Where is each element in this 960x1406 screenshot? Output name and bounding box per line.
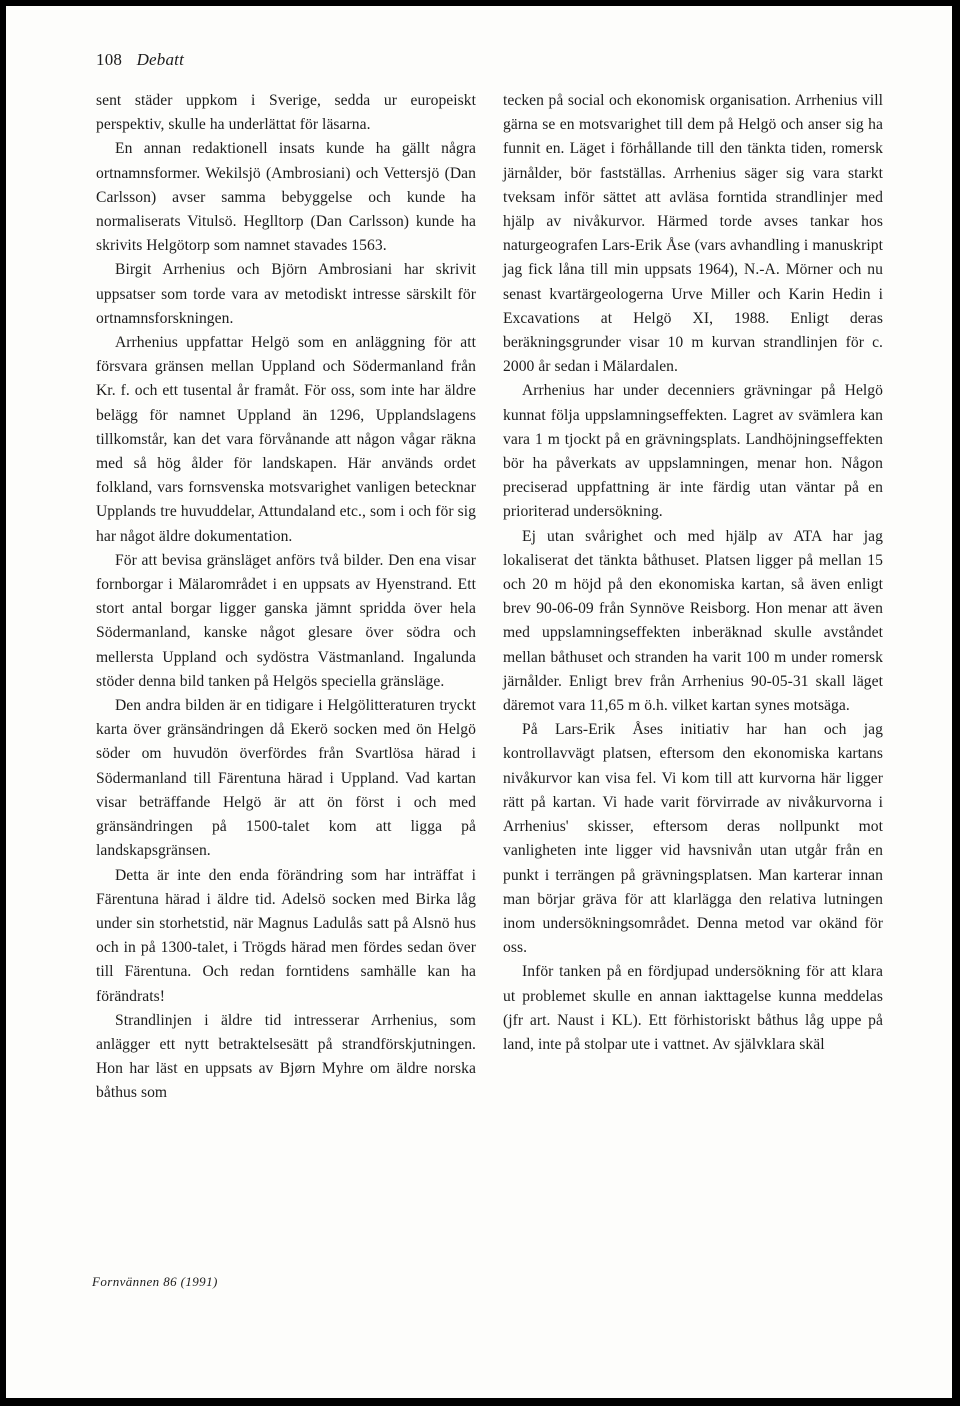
paragraph: sent städer uppkom i Sverige, sedda ur europeiskt perspektiv, skulle ha underlättat för läsarna. — [96, 92, 476, 134]
paragraph: Birgit Arrhenius och Björn Ambrosiani har skrivit uppsatser som torde vara av metodiskt intresse särskilt för ortnamnsforskningen. — [96, 261, 476, 327]
paragraph: Inför tanken på en fördjupad undersökning för att klara ut problemet skulle en annan iakttagelse kunna meddelas (jfr art. Naust i KL). Ett förhistoriskt båthus låg uppe på land, inte på stolpar ute i vattnet. Av självklara skäl — [503, 963, 883, 1053]
page-number: 108 — [96, 50, 123, 69]
right-column — [503, 89, 883, 1057]
journal-page — [6, 6, 952, 1398]
paragraph: Arrhenius har under decenniers grävningar på Helgö kunnat följa uppslamningseffekten. Lagret av svämlera kan vara 1 m tjockt på en grävningsplats. Landhöjningseffekten bör ha påverkats av uppslamningen, menar hon. Någon preciserad uppfattning är inte färdig utan väntar på en prioriterad undersökning. — [503, 382, 883, 521]
paragraph: På Lars-Erik Åses initiativ har han och jag kontrollavvägt platsen, eftersom den ekonomiska kartans nivåkurvor kan visa fel. Vi kom till att kurvorna här ligger rätt på kartan. Vi hade varit förvirrade av nivåkurvorna i Arrhenius' skisser, eftersom deras nollpunkt mot vanligheten inte ligger vid havsnivån utan utgår från en punkt i terrängen på grävningsplatsen. Man karterar innan man börjar gräva för att klarlägga den relativa lutningen inom undersökningsområdet. Denna metod var okänd för oss. — [503, 721, 883, 957]
paragraph: tecken på social och ekonomisk organisation. Arrhenius vill gärna se en motsvarighet till dem på Helgö och anser sig ha funnit en. Läget i förhållande till den tänkta tiden, romersk järnålder, bör fastställas. Arrhenius säger sig vara starkt tveksam inför sättet att avläsa forntida strandlinjer med hjälp av nivåkurvor. Härmed torde avses tankar hos naturgeografen Lars-Erik Åse (vars avhandling i manuskript jag fick låna till min uppsats 1964), N.-A. Mörner och nu senast kvartärgeologerna Urve Miller och Karin Hedin i Excavations at Helgö XI, 1988. Enligt deras beräkningsgrunder visar 10 m kurvan strandlinjen för c. 2000 år sedan i Mälardalen. — [503, 92, 883, 376]
journal-footer: Fornvännen 86 (1991) — [92, 1274, 218, 1289]
paragraph: Strandlinjen i äldre tid intresserar Arrhenius, som anlägger ett nytt betraktelsesätt på strandförskjutningen. Hon har läst en uppsats av Bjørn Myhre om äldre norska båthus som — [96, 1011, 476, 1102]
left-column — [96, 89, 476, 1106]
paragraph: Ej utan svårighet och med hjälp av ATA har jag lokaliserat det tänkta båthuset. Platsen ligger på mellan 15 och 20 m höjd på den ekonomiska kartan, så även enligt brev 90-06-09 från Synnöve Reisborg. Hon menar att även med uppslamningseffekten inberäknad skulle avståndet mellan båthuset och stranden ha varit 100 m under romersk järnålder. Enligt brev från Arrhenius 90-05-31 skall läget däremot vara 11,65 m ö.h. vilket kartan synes motsäga. — [503, 527, 883, 715]
running-header — [96, 50, 184, 70]
paragraph: För att bevisa gränsläget anförs två bilder. Den ena visar fornborgar i Mälarområdet i en uppsats av Hyenstrand. Ett stort antal borgar ligger ganska jämnt spridda över hela Södermanland, kanske något glesare över södra och mellersta Uppland och sydöstra Västmanland. Ingalunda stöder denna bild tanken på Helgös speciella gränsläge. — [96, 551, 476, 690]
paragraph: En annan redaktionell insats kunde ha gällt några ortnamnsformer. Wekilsjö (Ambrosiani) och Vettersjö (Dan Carlsson) avser samma bebyggelse och kunde ha normaliserats Vitulsö. Heglltorp (Dan Carlsson) kunde ha skrivits Helgötorp som namnet stavades 1563. — [96, 140, 476, 255]
paragraph: Den andra bilden är en tidigare i Helgölitteraturen tryckt karta över gränsändringen då Ekerö socken med ön Helgö söder om huvudön överfördes från Svartlösa härad i Södermanland till Färentuna härad i Uppland. Vad kartan visar beträffande Helgö är att ön först i och med gränsändringen på 1500-talet kom att ligga på landskapsgränsen. — [96, 697, 476, 860]
paragraph: Arrhenius uppfattar Helgö som en anläggning för att försvara gränsen mellan Uppland och Södermanland från Kr. f. och ett tusental år framåt. För oss, som inte har äldre belägg för namnet Uppland än 1296, Upplandslagens tillkomstår, kan det vara förvånande att någon vågar räkna med så hög ålder för landskapen. Här används ordet folkland, vars fornsvenska motsvarighet vanligen betecknar Upplands tre huvuddelar, Attundaland etc., som i och för sig har något äldre dokumentation. — [96, 334, 476, 545]
paragraph: Detta är inte den enda förändring som har inträffat i Färentuna härad i äldre tid. Adelsö socken med Birka låg under sin storhetstid, när Magnus Ladulås satt på Alsnö hus och in på 1300-talet, i Trögds härad men fördes sedan över till Färentuna. Och redan forntidens samhälle kan ha förändrats! — [96, 866, 476, 1005]
section-title: Debatt — [136, 50, 185, 69]
